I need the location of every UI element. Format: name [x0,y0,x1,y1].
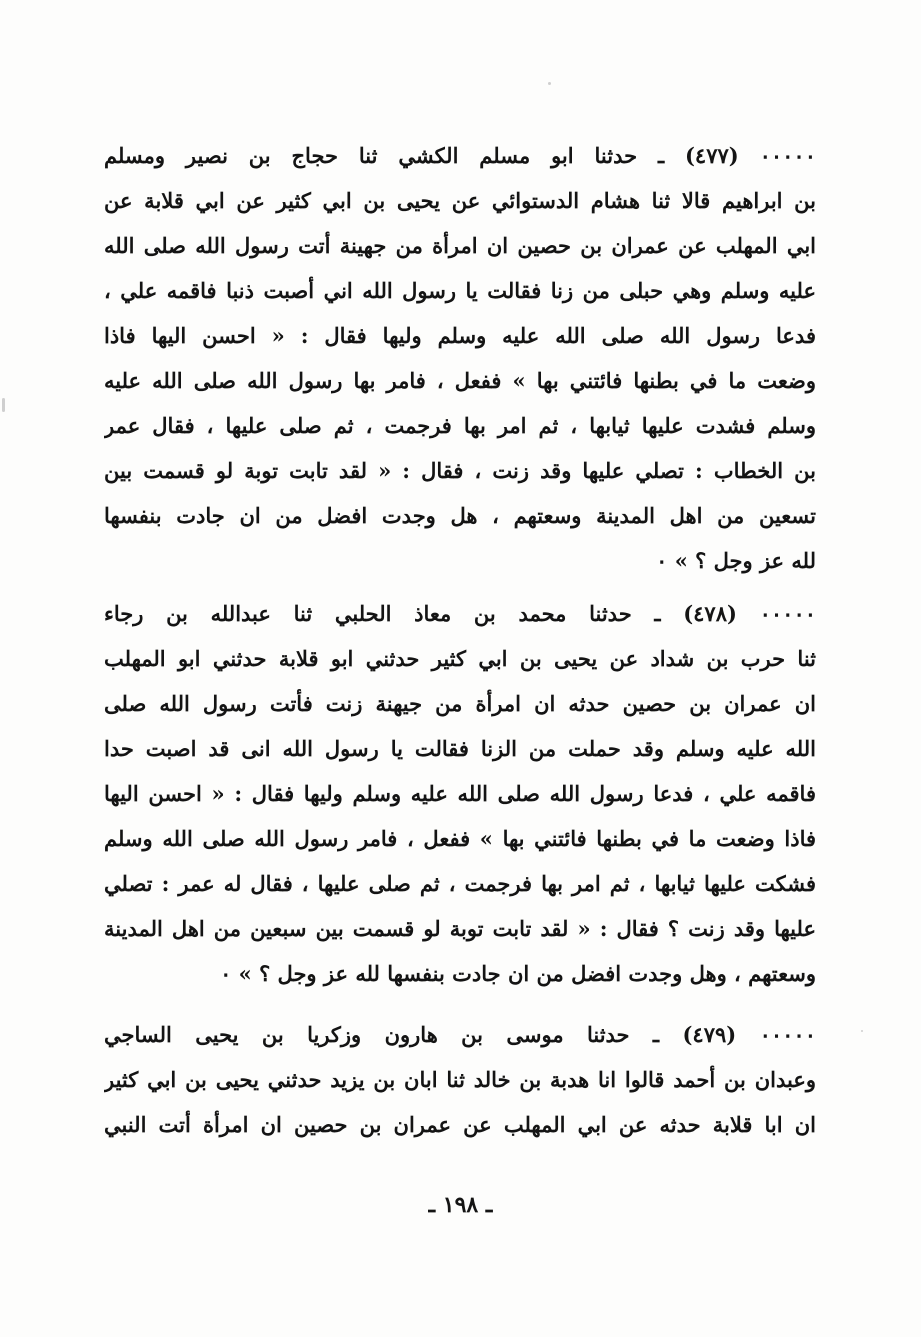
text-line: ثنا حرب بن شداد عن يحيى بن ابي كثير حدثني ابو قلابة حدثني ابو المهلب [104,646,816,671]
text-line: ان ابا قلابة حدثه عن ابي المهلب عن عمران بن حصين ان امرأة أتت النبي [104,1112,816,1137]
hadith-paragraph-479 [104,1012,816,1147]
text-line: فاقمه علي ، فدعا رسول الله صلى الله عليه وسلم وليها فقال : « احسن اليها [104,781,816,806]
text-line: وعبدان بن أحمد قالوا انا هدبة بن خالد ثنا ابان بن يزيد حدثني يحيى بن ابي كثير [104,1067,816,1092]
text-line: ٠٠٠٠٠ (٤٧٨) ـ حدثنا محمد بن معاذ الحلبي ثنا عبدالله بن رجاء [104,601,816,626]
hadith-paragraph-477 [104,133,816,583]
text-line: ٠٠٠٠٠ (٤٧٧) ـ حدثنا ابو مسلم الكشي ثنا حجاج بن نصير ومسلم [104,143,816,168]
scan-speck [861,1030,863,1032]
text-line: ابي المهلب عن عمران بن حصين ان امرأة من جهينة أتت رسول الله صلى الله [104,233,816,258]
scan-speck [548,82,551,85]
text-line: ان عمران بن حصين حدثه ان امرأة من جيهنة زنت فأتت رسول الله صلى [104,691,816,716]
text-line: وسعتهم ، وهل وجدت افضل من ان جادت بنفسها لله عز وجل ؟ » ٠ [220,961,816,986]
text-line: فشكت عليها ثيابها ، ثم امر بها فرجمت ، ثم صلى عليها ، فقال له عمر : تصلي [104,871,816,896]
text-line: وسلم فشدت عليها ثيابها ، ثم امر بها فرجمت ، ثم صلى عليها ، فقال عمر [104,413,816,438]
text-line: فدعا رسول الله صلى الله عليه وسلم وليها فقال : « احسن اليها فاذا [104,323,816,348]
text-line: فاذا وضعت ما في بطنها فائتني بها » ففعل ، فامر رسول الله صلى الله وسلم [104,826,816,851]
text-line: الله عليه وسلم وقد حملت من الزنا فقالت يا رسول الله انى قد اصبت حدا [104,736,816,761]
text-line: بن الخطاب : تصلي عليها وقد زنت ، فقال : « لقد تابت توبة لو قسمت بين [104,458,816,483]
scan-speck [2,398,5,412]
text-line: عليها وقد زنت ؟ فقال : « لقد تابت توبة لو قسمت بين سبعين من اهل المدينة [104,916,816,941]
text-line: عليه وسلم وهي حبلى من زنا فقالت يا رسول الله اني أصبت ذنبا فاقمه علي ، [104,278,816,303]
text-line: لله عز وجل ؟ » ٠ [656,548,816,573]
text-line: تسعين من اهل المدينة وسعتهم ، هل وجدت افضل من ان جادت بنفسها [104,503,816,528]
text-line: وضعت ما في بطنها فائتني بها » ففعل ، فامر بها رسول الله صلى الله عليه [104,368,816,393]
text-line: ٠٠٠٠٠ (٤٧٩) ـ حدثنا موسى بن هارون وزكريا بن يحيى الساجي [104,1022,816,1047]
hadith-paragraph-478 [104,591,816,996]
page-number: ـ ١٩٨ ـ [428,1192,493,1218]
text-line: بن ابراهيم قالا ثنا هشام الدستوائي عن يحيى بن ابي كثير عن ابي قلابة عن [104,188,816,213]
